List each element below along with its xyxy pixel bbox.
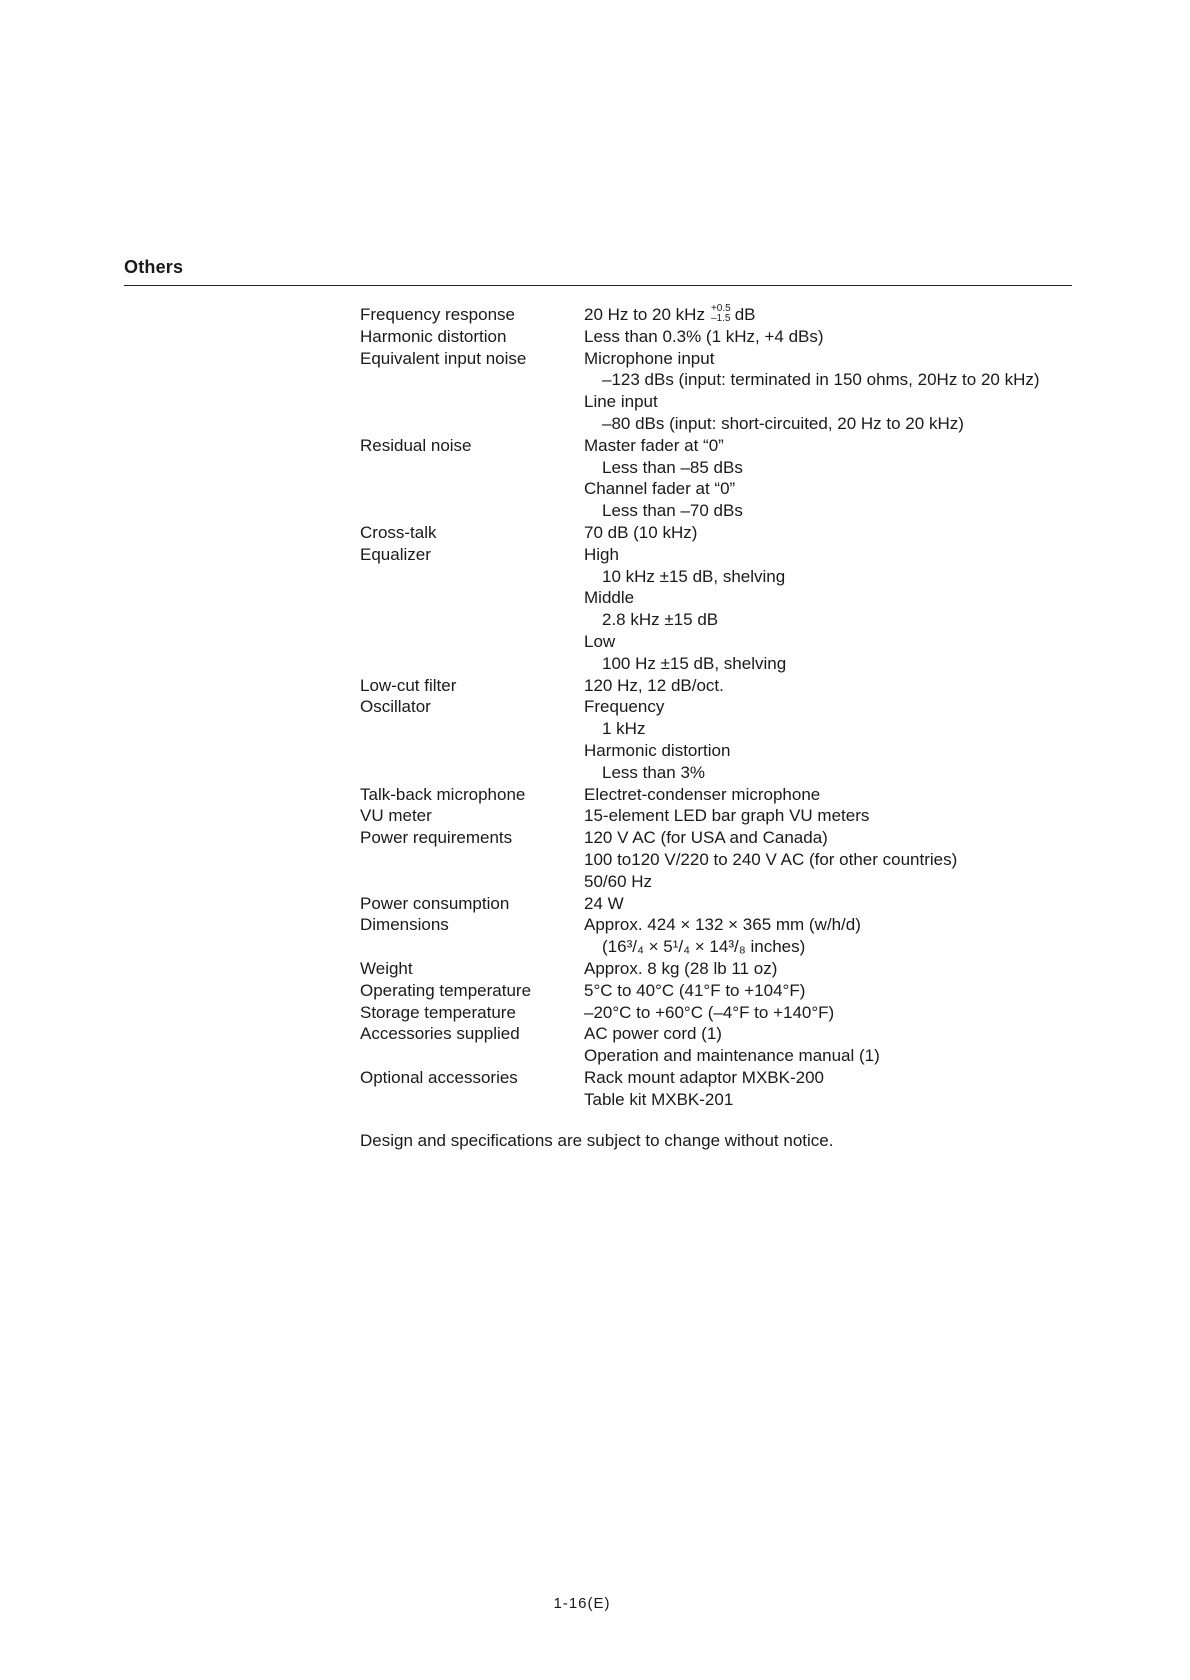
- spec-value-line: [584, 718, 1080, 740]
- spec-row: [360, 914, 1080, 958]
- disclaimer-note: Design and specifications are subject to change without notice.: [360, 1131, 834, 1150]
- spec-value-text: 2.8 kHz ±15 dB: [602, 610, 719, 630]
- spec-value-line: [584, 369, 1080, 391]
- spec-value-text: –123 dBs (input: terminated in 150 ohms, 20Hz to 20 kHz): [602, 370, 1040, 390]
- spec-value-text: Less than –85 dBs: [602, 457, 743, 477]
- spec-value-text: Approx. 8 kg (28 lb 11 oz): [584, 958, 778, 978]
- spec-label: Dimensions: [360, 915, 449, 935]
- spec-value-line: [584, 587, 1080, 609]
- spec-value-text: 70 dB (10 kHz): [584, 522, 698, 542]
- spec-values: [584, 1067, 1080, 1111]
- spec-values: [584, 522, 1080, 544]
- spec-value-line: [584, 958, 1080, 980]
- spec-label: Operating temperature: [360, 980, 532, 1000]
- spec-value-text: Microphone input: [584, 348, 715, 368]
- spec-value-text: Less than 0.3% (1 kHz, +4 dBs): [584, 326, 824, 346]
- spec-value-text: 120 Hz, 12 dB/oct.: [584, 675, 724, 695]
- spec-label: Weight: [360, 958, 413, 978]
- spec-value-text: 20 Hz to 20 kHz: [584, 305, 705, 324]
- spec-label: VU meter: [360, 806, 432, 826]
- spec-value-line: [584, 435, 1080, 457]
- spec-values: [584, 1002, 1080, 1024]
- spec-value-line: [584, 762, 1080, 784]
- spec-label: Low-cut filter: [360, 675, 457, 695]
- spec-value-text: High: [584, 544, 619, 564]
- spec-value-line: [584, 457, 1080, 479]
- spec-value-text: 5°C to 40°C (41°F to +104°F): [584, 980, 806, 1000]
- spec-label: Frequency response: [360, 305, 515, 324]
- spec-label: Optional accessories: [360, 1067, 518, 1087]
- spec-value-text: Rack mount adaptor MXBK-200: [584, 1067, 825, 1087]
- spec-label: Oscillator: [360, 697, 431, 717]
- spec-label: Power requirements: [360, 828, 513, 848]
- spec-row: [360, 893, 1080, 915]
- spec-value-text: 120 V AC (for USA and Canada): [584, 828, 828, 848]
- spec-value-line: [584, 827, 1080, 849]
- spec-values: [584, 544, 1080, 675]
- spec-row: [360, 435, 1080, 522]
- spec-value-text: Harmonic distortion: [584, 740, 731, 760]
- spec-value-text: 100 Hz ±15 dB, shelving: [602, 653, 787, 673]
- spec-value-text: Less than 3%: [602, 762, 706, 782]
- spec-value-line: [584, 478, 1080, 500]
- spec-values: [584, 805, 1080, 827]
- spec-value-line: [584, 849, 1080, 871]
- spec-value-unit: dB: [734, 305, 756, 324]
- spec-value-line: [584, 675, 1080, 697]
- spec-value-line: [584, 696, 1080, 718]
- spec-label: Accessories supplied: [360, 1024, 520, 1044]
- spec-value-line: [584, 1045, 1080, 1067]
- spec-value-line: [584, 544, 1080, 566]
- spec-values: [584, 980, 1080, 1002]
- spec-values: [584, 958, 1080, 980]
- spec-row: [360, 805, 1080, 827]
- spec-row: [360, 348, 1080, 435]
- spec-label: Cross-talk: [360, 522, 437, 542]
- spec-row: [360, 1002, 1080, 1024]
- spec-value-line: [584, 326, 1080, 348]
- spec-row: [360, 304, 1080, 326]
- spec-value-line: [584, 566, 1080, 588]
- spec-values: [584, 696, 1080, 783]
- spec-row: [360, 980, 1080, 1002]
- spec-values: [584, 827, 1080, 892]
- spec-value-line: [584, 1023, 1080, 1045]
- spec-value-text: Approx. 424 × 132 × 365 mm (w/h/d): [584, 915, 861, 935]
- spec-value-text: Low: [584, 631, 616, 651]
- spec-value-text: Master fader at “0”: [584, 435, 724, 455]
- spec-value-line: [584, 522, 1080, 544]
- spec-row: [360, 326, 1080, 348]
- spec-row: [360, 784, 1080, 806]
- spec-value-line: [584, 980, 1080, 1002]
- spec-value-line: [584, 348, 1080, 370]
- spec-label: Power consumption: [360, 893, 510, 913]
- section-divider: [124, 285, 1072, 286]
- spec-value-line: [584, 653, 1080, 675]
- spec-value-line: [584, 500, 1080, 522]
- spec-row: [360, 544, 1080, 675]
- spec-row: [360, 1067, 1080, 1111]
- spec-value-line: [584, 631, 1080, 653]
- spec-value-text: (16³/₄ × 5¹/₄ × 14³/₈ inches): [602, 937, 806, 957]
- spec-value-text: Line input: [584, 392, 658, 412]
- spec-label: Residual noise: [360, 435, 472, 455]
- spec-values: [584, 435, 1080, 522]
- spec-value-text: AC power cord (1): [584, 1024, 722, 1044]
- spec-value-text: 15-element LED bar graph VU meters: [584, 806, 870, 826]
- spec-values: [584, 784, 1080, 806]
- spec-label: Equalizer: [360, 544, 431, 564]
- spec-value-text: –20°C to +60°C (–4°F to +140°F): [584, 1002, 835, 1022]
- section-title: Others: [124, 257, 184, 277]
- spec-value-text: 100 to120 V/220 to 240 V AC (for other countries): [584, 849, 958, 869]
- spec-row: [360, 958, 1080, 980]
- spec-label: Equivalent input noise: [360, 348, 527, 368]
- spec-value-line: [584, 914, 1080, 936]
- spec-value-line: [584, 1067, 1080, 1089]
- spec-values: [584, 1023, 1080, 1067]
- spec-values: [584, 326, 1080, 348]
- spec-value-line: [584, 805, 1080, 827]
- spec-value-line: [584, 784, 1080, 806]
- spec-values: [584, 893, 1080, 915]
- spec-value-line: [584, 740, 1080, 762]
- spec-label: Talk-back microphone: [360, 784, 526, 804]
- spec-value-line: [584, 1002, 1080, 1024]
- spec-value-text: Table kit MXBK-201: [584, 1089, 734, 1109]
- page-number: 1-16(E): [553, 1595, 611, 1612]
- spec-value-text: –80 dBs (input: short-circuited, 20 Hz to 20 kHz): [602, 413, 964, 433]
- spec-value-line: [584, 391, 1080, 413]
- spec-table: [360, 304, 1080, 1110]
- spec-row: [360, 522, 1080, 544]
- spec-value-text: Less than –70 dBs: [602, 501, 743, 521]
- spec-value-text: Electret-condenser microphone: [584, 784, 821, 804]
- spec-value-text: Channel fader at “0”: [584, 479, 736, 499]
- tolerance-minus: –1.5: [710, 312, 731, 324]
- spec-row: [360, 827, 1080, 892]
- spec-value-text: Middle: [584, 588, 635, 608]
- spec-value-text: 24 W: [584, 893, 624, 913]
- tolerance-plus: +0.5: [710, 302, 731, 314]
- spec-value-text: 1 kHz: [602, 719, 646, 739]
- spec-value-line: [584, 304, 1080, 326]
- spec-value-line: [584, 1089, 1080, 1111]
- tolerance-stack: [711, 304, 731, 324]
- spec-value-line: [584, 609, 1080, 631]
- spec-value-text: Operation and maintenance manual (1): [584, 1046, 880, 1066]
- spec-row: [360, 1023, 1080, 1067]
- spec-label: Harmonic distortion: [360, 326, 507, 346]
- spec-values: [584, 348, 1080, 435]
- spec-values: [584, 675, 1080, 697]
- spec-value-line: [584, 893, 1080, 915]
- spec-values: [584, 304, 1080, 326]
- spec-value-text: 10 kHz ±15 dB, shelving: [602, 566, 786, 586]
- spec-values: [584, 914, 1080, 958]
- spec-value-text: 50/60 Hz: [584, 871, 653, 891]
- spec-value-line: [584, 936, 1080, 958]
- spec-row: [360, 696, 1080, 783]
- spec-label: Storage temperature: [360, 1002, 516, 1022]
- spec-value-line: [584, 413, 1080, 435]
- spec-row: [360, 675, 1080, 697]
- spec-value-line: [584, 871, 1080, 893]
- spec-value-text: Frequency: [584, 697, 665, 717]
